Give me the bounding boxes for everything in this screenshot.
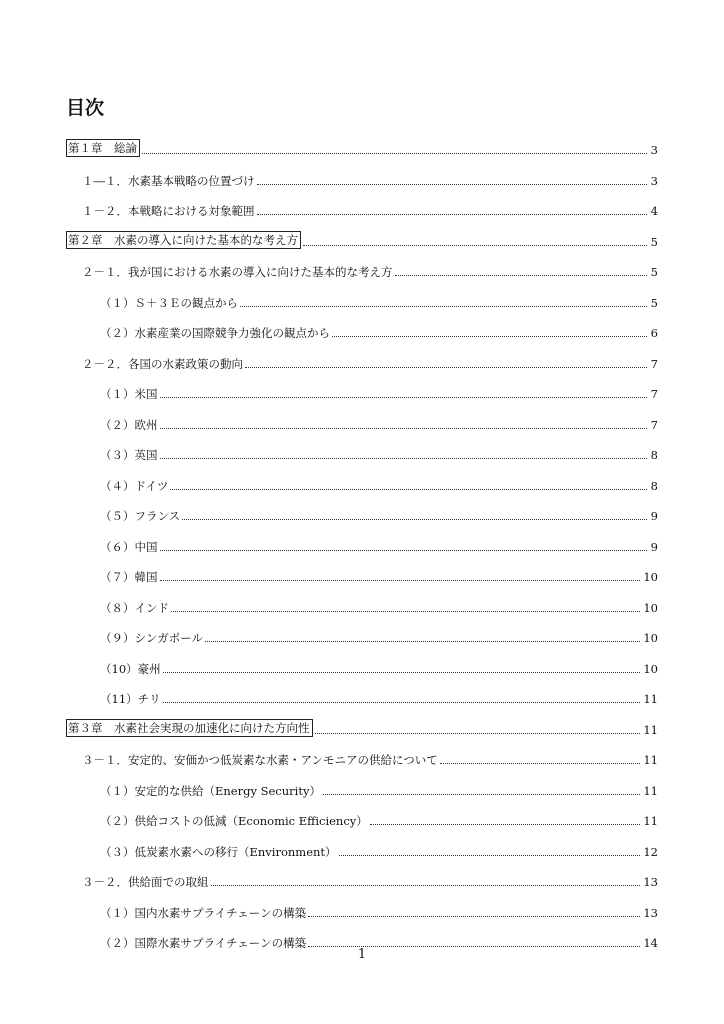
toc-section-entry[interactable]: [82, 198, 658, 218]
toc-entry-page: 11: [643, 784, 658, 798]
toc-subsection-entry[interactable]: [100, 900, 658, 920]
toc-entry-label: ２－１．我が国における水素の導入に向けた基本的な考え方: [82, 265, 393, 279]
toc-subsection-entry[interactable]: [100, 778, 658, 798]
toc-entry-page: 8: [650, 448, 658, 462]
toc-entry-label: （１）国内水素サプライチェーンの構築: [100, 906, 307, 920]
toc-chapter-entry[interactable]: [66, 137, 658, 157]
toc-entry-label: （１）安定的な供給（Energy Security）: [100, 784, 321, 798]
toc-entry-label: １―１．水素基本戦略の位置づけ: [82, 174, 255, 188]
toc-subsection-entry[interactable]: [100, 839, 658, 859]
toc-entry-page: 12: [643, 845, 658, 859]
dot-leader: [182, 518, 647, 520]
toc-entry-label: ３－１．安定的、安価かつ低炭素な水素・アンモニアの供給について: [82, 753, 438, 767]
dot-leader: [257, 213, 648, 215]
toc-entry-page: 7: [650, 357, 658, 371]
dot-leader: [160, 549, 648, 551]
toc-entry-page: 13: [643, 875, 658, 889]
toc-entry-label: （11）チリ: [100, 692, 161, 706]
toc-entry-page: 9: [650, 509, 658, 523]
toc-entry-page: 3: [650, 174, 658, 188]
toc-entry-label: 第１章 総論: [66, 139, 140, 157]
toc-heading: 目次: [66, 97, 105, 119]
toc-entry-page: 3: [650, 143, 658, 157]
toc-section-entry[interactable]: [82, 869, 658, 889]
toc-entry-page: 11: [643, 814, 658, 828]
toc-entry-label: （３）低炭素水素への移行（Environment）: [100, 845, 337, 859]
toc-entry-page: 14: [643, 936, 658, 950]
toc-entry-label: （１）Ｓ＋３Ｅの観点から: [100, 296, 238, 310]
toc-entry-label: （２）水素産業の国際競争力強化の観点から: [100, 326, 330, 340]
dot-leader: [323, 793, 640, 795]
dot-leader: [170, 488, 647, 490]
dot-leader: [163, 671, 641, 673]
toc-section-entry[interactable]: [82, 168, 658, 188]
toc-entry-label: （７）韓国: [100, 570, 158, 584]
toc-entry-page: 13: [643, 906, 658, 920]
toc-entry-label: （２）国際水素サプライチェーンの構築: [100, 936, 307, 950]
toc-entry-page: 4: [650, 204, 658, 218]
toc-subsection-entry[interactable]: [100, 442, 658, 462]
toc-section-entry[interactable]: [82, 259, 658, 279]
dot-leader: [142, 152, 647, 154]
toc-subsection-entry[interactable]: [100, 290, 658, 310]
toc-entry-label: （４）ドイツ: [100, 479, 169, 493]
dot-leader: [245, 366, 647, 368]
toc-entry-label: （６）中国: [100, 540, 158, 554]
toc-subsection-entry[interactable]: [100, 473, 658, 493]
toc-subsection-entry[interactable]: [100, 808, 658, 828]
toc-entry-page: 11: [643, 723, 658, 737]
toc-entry-label: （10）豪州: [100, 662, 161, 676]
toc-entry-page: 5: [650, 296, 658, 310]
dot-leader: [303, 244, 647, 246]
toc-subsection-entry[interactable]: [100, 686, 658, 706]
toc-entry-label: ３－２．供給面での取組: [82, 875, 209, 889]
toc-entry-page: 11: [643, 753, 658, 767]
toc-section-entry[interactable]: [82, 747, 658, 767]
dot-leader: [163, 701, 641, 703]
dot-leader: [160, 579, 641, 581]
dot-leader: [160, 457, 648, 459]
toc-entry-label: （３）英国: [100, 448, 158, 462]
dot-leader: [211, 884, 641, 886]
dot-leader: [315, 732, 641, 734]
toc-entry-label: （１）米国: [100, 387, 158, 401]
dot-leader: [440, 762, 641, 764]
dot-leader: [160, 396, 648, 398]
toc-entry-page: 8: [650, 479, 658, 493]
page-number: 1: [357, 947, 367, 962]
toc-entry-page: 10: [643, 570, 658, 584]
toc-entry-page: 10: [643, 631, 658, 645]
toc-subsection-entry[interactable]: [100, 595, 658, 615]
toc-entry-page: 5: [650, 235, 658, 249]
toc-subsection-entry[interactable]: [100, 534, 658, 554]
toc-entry-label: （９）シンガポール: [100, 631, 203, 645]
toc-entry-page: 9: [650, 540, 658, 554]
toc-subsection-entry[interactable]: [100, 320, 658, 340]
toc-entry-page: 11: [643, 692, 658, 706]
dot-leader: [257, 183, 648, 185]
dot-leader: [160, 427, 648, 429]
toc-entry-page: 7: [650, 387, 658, 401]
toc-entry-page: 7: [650, 418, 658, 432]
toc-entry-page: 10: [643, 662, 658, 676]
toc-entry-label: ２－２．各国の水素政策の動向: [82, 357, 243, 371]
toc-entry-label: 第２章 水素の導入に向けた基本的な考え方: [66, 231, 301, 249]
toc-subsection-entry[interactable]: [100, 656, 658, 676]
dot-leader: [240, 305, 647, 307]
dot-leader: [339, 854, 641, 856]
dot-leader: [395, 274, 648, 276]
toc-section-entry[interactable]: [82, 351, 658, 371]
toc-entry-page: 5: [650, 265, 658, 279]
dot-leader: [205, 640, 640, 642]
toc-entry-page: 6: [650, 326, 658, 340]
dot-leader: [308, 915, 640, 917]
toc-entry-label: 第３章 水素社会実現の加速化に向けた方向性: [66, 719, 313, 737]
toc-subsection-entry[interactable]: [100, 381, 658, 401]
dot-leader: [332, 335, 647, 337]
toc-subsection-entry[interactable]: [100, 564, 658, 584]
dot-leader: [370, 823, 641, 825]
dot-leader: [171, 610, 640, 612]
toc-entry-label: （２）欧州: [100, 418, 158, 432]
toc-entry-label: （８）インド: [100, 601, 169, 615]
toc-chapter-entry[interactable]: [66, 717, 658, 737]
toc-chapter-entry[interactable]: [66, 229, 658, 249]
toc-entry-page: 10: [643, 601, 658, 615]
toc-subsection-entry[interactable]: [100, 412, 658, 432]
toc-subsection-entry[interactable]: [100, 503, 658, 523]
toc-entry-label: （２）供給コストの低減（Economic Efficiency）: [100, 814, 368, 828]
toc-entry-label: （５）フランス: [100, 509, 181, 523]
toc-entry-label: １－２．本戦略における対象範囲: [82, 204, 255, 218]
toc-subsection-entry[interactable]: [100, 625, 658, 645]
